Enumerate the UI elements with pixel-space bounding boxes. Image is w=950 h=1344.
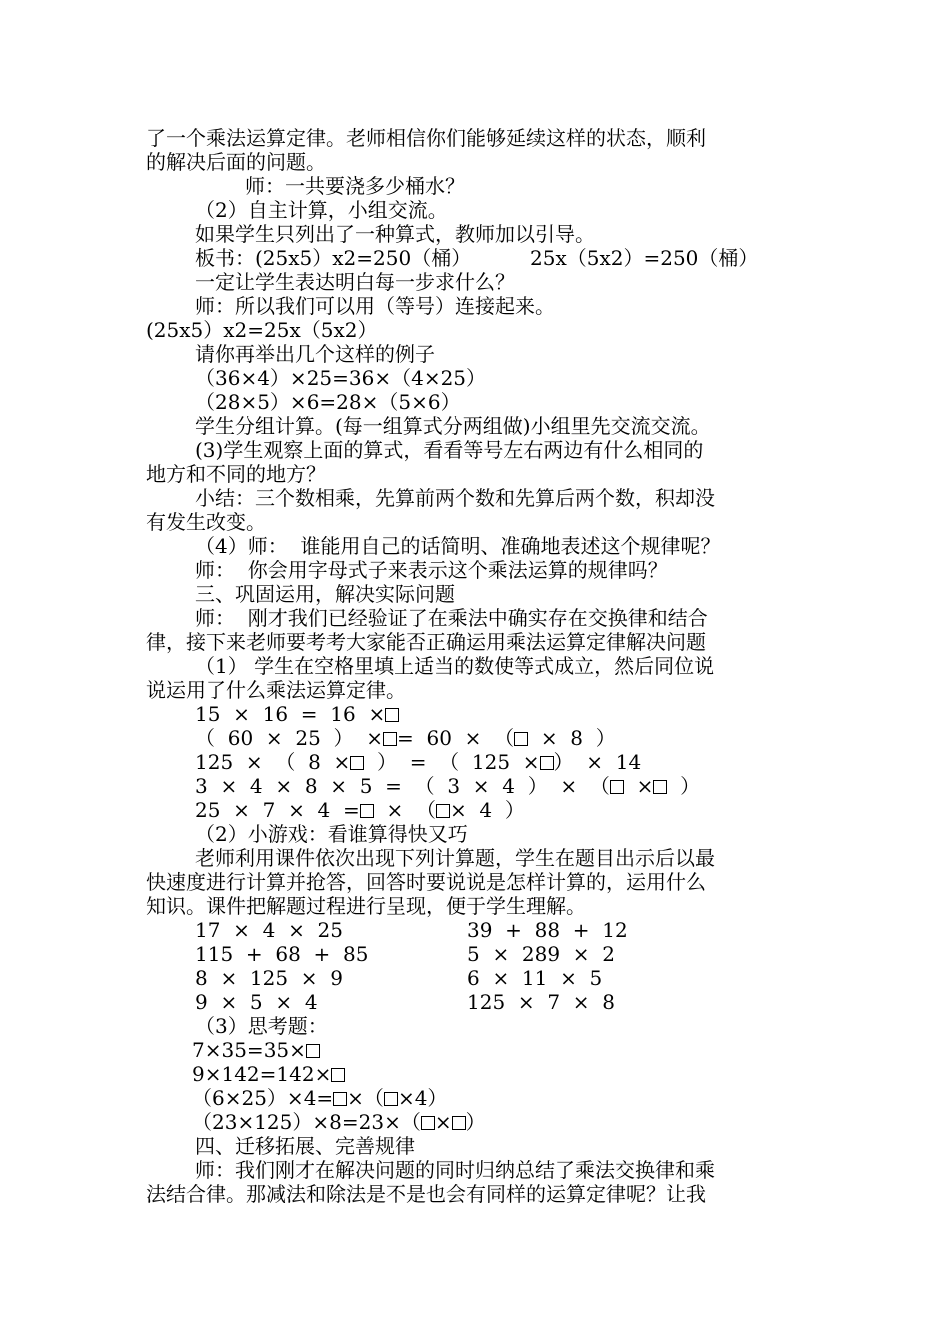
paragraph-line: 一定让学生表达明白每一步求什么？	[195, 270, 515, 294]
blank-box	[385, 708, 399, 722]
dialogue-line: 师： 刚才我们已经验证了在乘法中确实存在交换律和结合	[195, 606, 708, 630]
dialogue-line: 师：所以我们可以用（等号）连接起来。	[195, 294, 555, 318]
summary-line: 有发生改变。	[146, 510, 266, 534]
section-heading: 三、巩固运用，解决实际问题	[195, 582, 455, 606]
step-heading: （4）师： 谁能用自己的话简明、准确地表述这个规律呢？	[195, 534, 721, 558]
fill-exercise: 15 × 16 = 16 ×	[195, 703, 399, 727]
board-text: 25x（5x2）=250（桶）	[530, 246, 759, 270]
calc-item: 125 × 7 × 8	[467, 990, 615, 1014]
step-heading: （1） 学生在空格里填上适当的数使等式成立，然后同位说	[195, 654, 715, 678]
fill-exercise: （ 60 × 25 ） × = 60 × （ × 8 ）	[195, 726, 616, 750]
fill-exercise: 25 × 7 × 4 = × （ × 4 ）	[195, 798, 525, 822]
formula-line: (25x5）x2=25x（5x2）	[146, 318, 378, 342]
think-exercise: 7×35=35×	[192, 1039, 320, 1063]
calc-item: 17 × 4 × 25	[195, 918, 343, 942]
step-heading: (3)学生观察上面的算式，看看等号左右两边有什么相同的	[195, 438, 704, 462]
section-heading: 四、迁移拓展、完善规律	[195, 1134, 415, 1158]
step-heading: （3）思考题：	[195, 1014, 328, 1038]
think-exercise: 9×142=142×	[192, 1063, 345, 1087]
paragraph-line: 地方和不同的地方？	[146, 462, 326, 486]
blank-box	[333, 1092, 347, 1106]
formula-line: （36×4）×25=36×（4×25）	[195, 366, 487, 390]
paragraph-line: 了一个乘法运算定律。老师相信你们能够延续这样的状态，顺利	[146, 126, 706, 150]
calc-item: 8 × 125 × 9	[195, 966, 343, 990]
blank-box	[436, 804, 450, 818]
calc-item: 9 × 5 × 4	[195, 990, 318, 1014]
blank-box	[540, 756, 554, 770]
paragraph-line: 知识。课件把解题过程进行呈现，便于学生理解。	[146, 894, 586, 918]
formula-line: （28×5）×6=28×（5×6）	[195, 390, 461, 414]
blank-box	[306, 1044, 320, 1058]
calc-item: 6 × 11 × 5	[467, 966, 603, 990]
think-exercise: （6×25）×4= ×（ ×4）	[192, 1086, 448, 1110]
blank-box	[514, 732, 528, 746]
summary-line: 小结：三个数相乘，先算前两个数和先算后两个数，积却没	[195, 486, 715, 510]
paragraph-line: 老师利用课件依次出现下列计算题，学生在题目出示后以最	[195, 846, 715, 870]
paragraph-line: 说运用了什么乘法运算定律。	[146, 678, 406, 702]
paragraph-line: 请你再举出几个这样的例子	[195, 342, 435, 366]
blank-box	[331, 1068, 345, 1082]
blank-box	[421, 1116, 435, 1130]
calc-item: 5 × 289 × 2	[467, 942, 615, 966]
paragraph-line: 如果学生只列出了一种算式，教师加以引导。	[195, 222, 595, 246]
blank-box	[360, 804, 374, 818]
dialogue-line: 师：一共要浇多少桶水？	[245, 174, 465, 198]
blank-box	[383, 732, 397, 746]
calc-item: 39 + 88 + 12	[467, 918, 628, 942]
board-text: 板书：(25x5）x2=250（桶）	[195, 246, 472, 270]
blank-box	[384, 1092, 398, 1106]
step-heading: （2）小游戏：看谁算得快又巧	[195, 822, 468, 846]
blank-box	[350, 756, 364, 770]
paragraph-line: 学生分组计算。(每一组算式分两组做)小组里先交流交流。	[195, 414, 711, 438]
paragraph-line: 律，接下来老师要考考大家能否正确运用乘法运算定律解决问题	[146, 630, 706, 654]
fill-exercise: 125 × （ 8 × ） = （ 125 × ） × 14	[195, 750, 642, 774]
step-heading: （2）自主计算，小组交流。	[195, 198, 448, 222]
paragraph-line: 的解决后面的问题。	[146, 150, 326, 174]
paragraph-line: 法结合律。那减法和除法是不是也会有同样的运算定律呢？让我	[146, 1182, 706, 1206]
calc-item: 115 + 68 + 85	[195, 942, 369, 966]
dialogue-line: 师：我们刚才在解决问题的同时归纳总结了乘法交换律和乘	[195, 1158, 715, 1182]
blank-box	[610, 780, 624, 794]
think-exercise: （23×125）×8=23×（ × ）	[192, 1110, 486, 1134]
blank-box	[653, 780, 667, 794]
paragraph-line: 快速度进行计算并抢答，回答时要说说是怎样计算的，运用什么	[146, 870, 706, 894]
blank-box	[452, 1116, 466, 1130]
fill-exercise: 3 × 4 × 8 × 5 = （ 3 × 4 ） × （ × ）	[195, 774, 701, 798]
dialogue-line: 师： 你会用字母式子来表示这个乘法运算的规律吗？	[195, 558, 668, 582]
